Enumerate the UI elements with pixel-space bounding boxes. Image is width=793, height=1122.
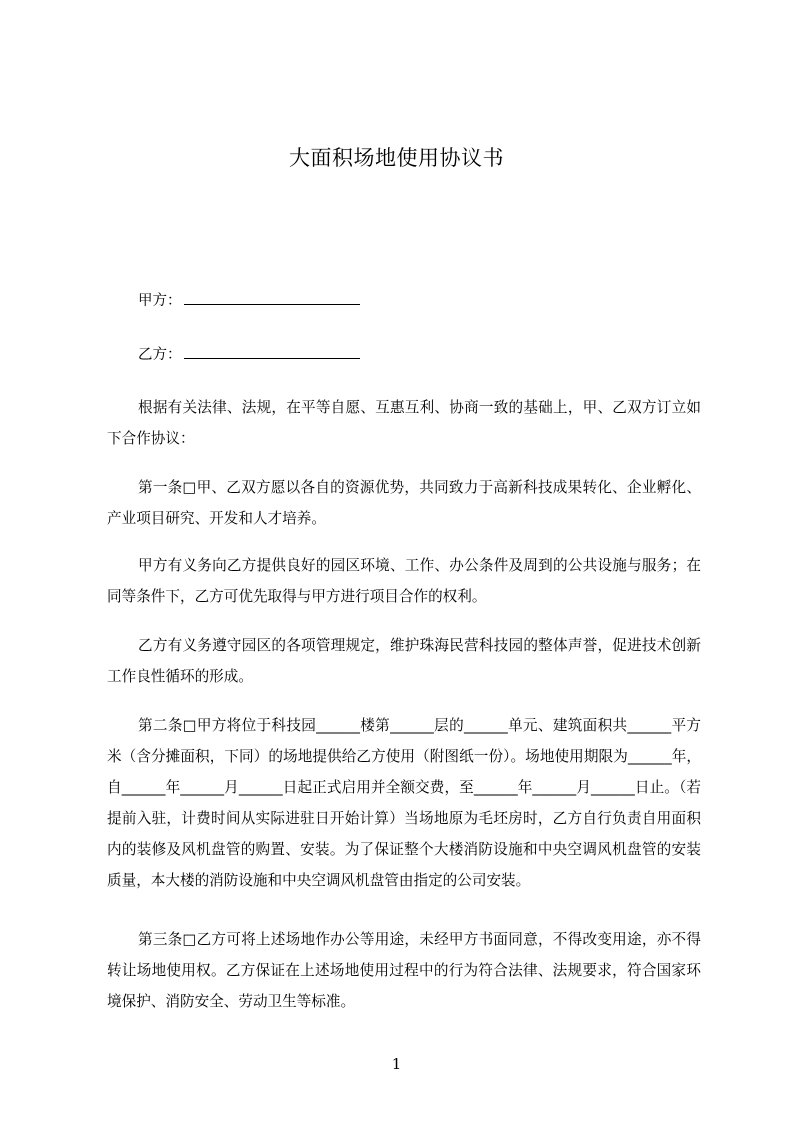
paragraph-article-3: 第三条□乙方可将上述场地作办公等用途，未经甲方书面同意，不得改变用途，亦不得转让场地使用权。乙方保证在上述场地使用过程中的行为符合法律、法规要求，符合国家环境保护、消防安全、劳动卫生等标准。 — [107, 931, 701, 1010]
paragraph-preamble: 根据有关法律、法规，在平等自愿、互惠互利、协商一致的基础上，甲、乙双方订立如下合作协议： — [107, 399, 701, 447]
paragraph-party-a-obligation: 甲方有义务向乙方提供良好的园区环境、工作、办公条件及周到的公共设施与服务；在同等条件下，乙方可优先取得与甲方进行项目合作的权利。 — [107, 557, 701, 605]
paragraph-article-1: 第一条□甲、乙双方愿以各自的资源优势，共同致力于高新科技成果转化、企业孵化、产业项目研究、开发和人才培养。 — [107, 479, 701, 527]
document-title: 大面积场地使用协议书 — [289, 146, 504, 170]
party-b-field — [138, 344, 360, 365]
party-a-blank-line — [184, 290, 360, 305]
party-a-label: 甲方： — [138, 293, 182, 309]
party-b-label: 乙方： — [138, 347, 182, 363]
party-a-field — [138, 290, 360, 311]
paragraph-article-2: 第二条□甲方将位于科技园______楼第______层的______单元、建筑面积共______平方米（含分摊面积，下同）的场地提供给乙方使用（附图纸一份）。场地使用期限为______年，自______年______月______日起正式启用并全额交费，至______年______月______日止。（若提前入驻，计费时间从实际进驻日开始计算）当场地原为毛坯房时，乙方自行负责自用面积内的装修及风机盘管的购置、安装。为了保证整个大楼消防设施和中央空调风机盘管的安装质量，本大楼的消防设施和中央空调风机盘管由指定的公司安装。 — [107, 717, 701, 889]
party-b-blank-line — [184, 344, 360, 359]
page-number: 1 — [391, 1055, 402, 1073]
paragraph-party-b-obligation: 乙方有义务遵守园区的各项管理规定，维护珠海民营科技园的整体声誉，促进技术创新工作良性循环的形成。 — [107, 637, 701, 685]
